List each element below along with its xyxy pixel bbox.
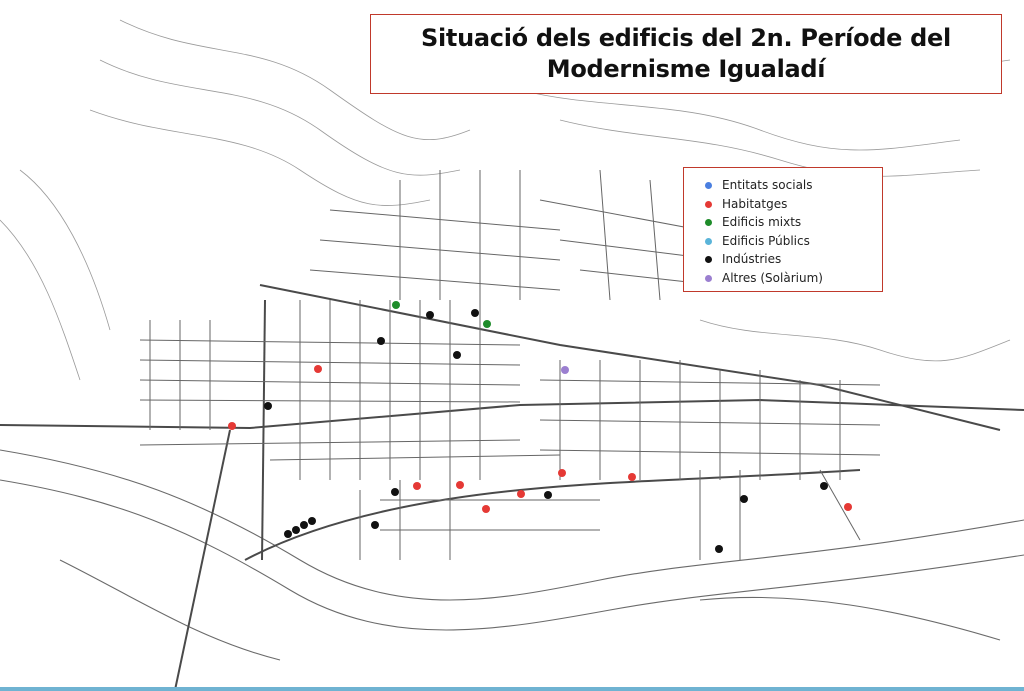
marker-industry xyxy=(544,491,552,499)
legend-item-solarium xyxy=(722,269,882,288)
legend-label: Altres (Solàrium) xyxy=(722,270,823,285)
map-title-box xyxy=(370,14,1002,94)
marker-industry xyxy=(371,521,379,529)
legend-label: Habitatges xyxy=(722,196,788,211)
river-banks xyxy=(0,450,1024,660)
marker-industry xyxy=(377,337,385,345)
legend-item-housing xyxy=(722,195,882,214)
legend-item-social xyxy=(722,176,882,195)
legend-label: Entitats socials xyxy=(722,178,813,192)
map-legend xyxy=(683,167,883,292)
marker-solarium xyxy=(561,366,569,374)
marker-housing xyxy=(558,469,566,477)
marker-housing xyxy=(314,365,322,373)
marker-industry xyxy=(264,402,272,410)
legend-dot-solarium xyxy=(705,275,712,282)
bottom-accent-bar xyxy=(0,687,1024,691)
marker-industry xyxy=(391,488,399,496)
legend-dot-industry xyxy=(705,256,712,263)
legend-dot-social xyxy=(705,182,712,189)
marker-housing xyxy=(844,503,852,511)
legend-dot-mixed xyxy=(705,219,712,226)
legend-label: Indústries xyxy=(722,252,782,266)
marker-industry xyxy=(715,545,723,553)
marker-housing xyxy=(456,481,464,489)
marker-industry xyxy=(740,495,748,503)
legend-item-public xyxy=(722,232,882,251)
legend-label: Edificis mixts xyxy=(722,215,802,229)
legend-label: Edificis Públics xyxy=(722,233,810,248)
legend-item-industry xyxy=(722,250,882,269)
marker-industry xyxy=(820,482,828,490)
marker-industry xyxy=(426,311,434,319)
marker-industry xyxy=(300,521,308,529)
marker-industry xyxy=(292,526,300,534)
legend-item-mixed xyxy=(722,213,882,232)
marker-industry xyxy=(453,351,461,359)
marker-industry xyxy=(308,517,316,525)
map-markers xyxy=(228,301,852,553)
legend-dot-housing xyxy=(705,201,712,208)
marker-housing xyxy=(482,505,490,513)
main-roads xyxy=(0,285,1024,690)
marker-housing xyxy=(517,490,525,498)
marker-housing xyxy=(628,473,636,481)
map-title-line-1: Situació dels edificis del 2n. Període del xyxy=(421,24,951,52)
map-title-line-2: Modernisme Igualadí xyxy=(546,55,826,83)
marker-mixed xyxy=(483,320,491,328)
marker-industry xyxy=(471,309,479,317)
marker-housing xyxy=(228,422,236,430)
marker-mixed xyxy=(392,301,400,309)
legend-dot-public xyxy=(705,238,712,245)
marker-industry xyxy=(284,530,292,538)
marker-housing xyxy=(413,482,421,490)
